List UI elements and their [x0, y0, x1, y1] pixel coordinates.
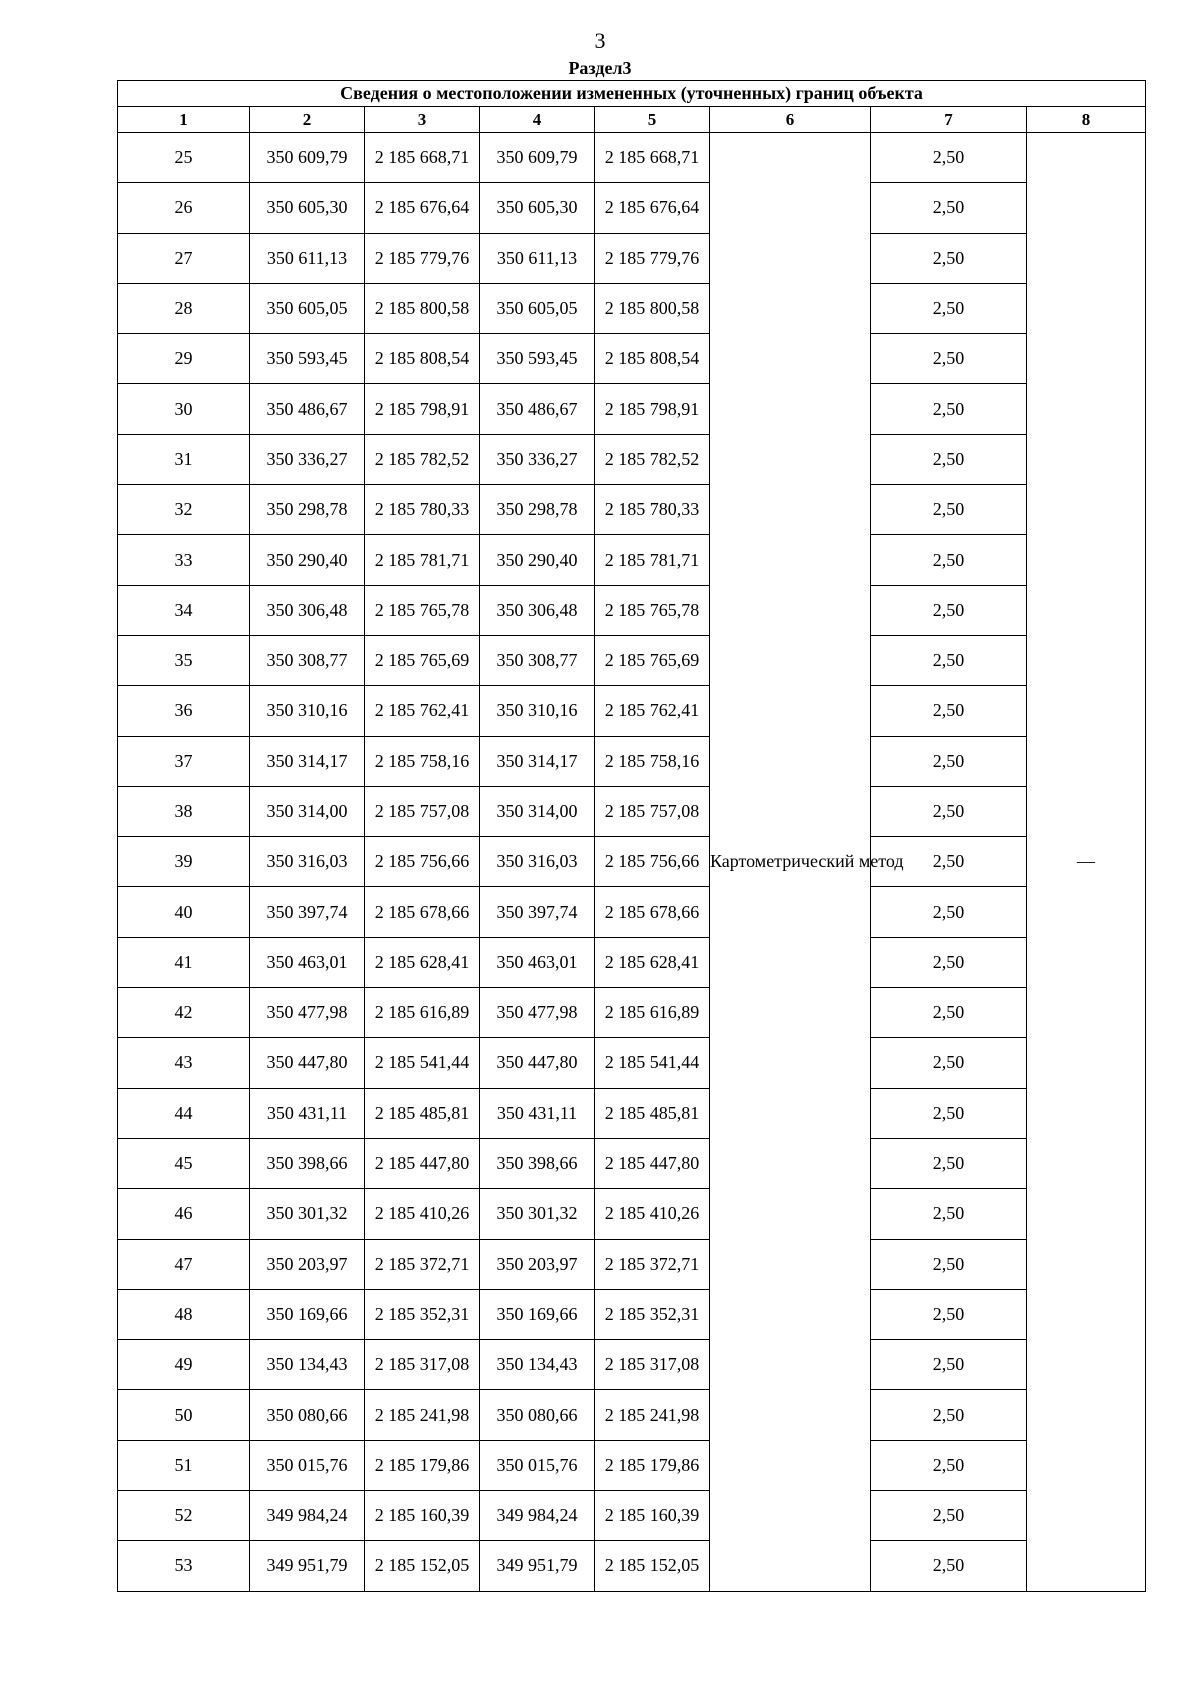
- accuracy-cell: 2,50: [871, 1038, 1027, 1088]
- refined-x-cell: 350 080,66: [480, 1390, 595, 1440]
- refined-y-cell: 2 185 541,44: [595, 1038, 710, 1088]
- existing-x-cell: 350 310,16: [250, 686, 365, 736]
- refined-y-cell: 2 185 676,64: [595, 183, 710, 233]
- existing-x-cell: 350 290,40: [250, 535, 365, 585]
- existing-y-cell: 2 185 152,05: [365, 1541, 480, 1591]
- column-number: 4: [480, 107, 595, 133]
- existing-y-cell: 2 185 762,41: [365, 686, 480, 736]
- table-row: [118, 233, 1146, 283]
- existing-x-cell: 350 398,66: [250, 1138, 365, 1188]
- existing-x-cell: 350 611,13: [250, 233, 365, 283]
- existing-x-cell: 350 314,00: [250, 786, 365, 836]
- table-row: [118, 635, 1146, 685]
- column-number: 3: [365, 107, 480, 133]
- refined-x-cell: 350 134,43: [480, 1340, 595, 1390]
- refined-y-cell: 2 185 780,33: [595, 485, 710, 535]
- accuracy-cell: 2,50: [871, 334, 1027, 384]
- existing-x-cell: 350 593,45: [250, 334, 365, 384]
- existing-x-cell: 350 203,97: [250, 1239, 365, 1289]
- refined-x-cell: 350 316,03: [480, 837, 595, 887]
- refined-x-cell: 350 301,32: [480, 1189, 595, 1239]
- point-number-cell: 31: [118, 434, 250, 484]
- existing-y-cell: 2 185 372,71: [365, 1239, 480, 1289]
- refined-y-cell: 2 185 668,71: [595, 133, 710, 183]
- existing-x-cell: 350 397,74: [250, 887, 365, 937]
- column-number: 7: [871, 107, 1027, 133]
- existing-x-cell: 350 431,11: [250, 1088, 365, 1138]
- section-title: Раздел3: [568, 58, 632, 78]
- accuracy-cell: 2,50: [871, 1390, 1027, 1440]
- point-number-cell: 38: [118, 786, 250, 836]
- refined-x-cell: 349 951,79: [480, 1541, 595, 1591]
- accuracy-cell: 2,50: [871, 183, 1027, 233]
- refined-y-cell: 2 185 798,91: [595, 384, 710, 434]
- existing-x-cell: 349 951,79: [250, 1541, 365, 1591]
- existing-x-cell: 350 080,66: [250, 1390, 365, 1440]
- refined-y-cell: 2 185 317,08: [595, 1340, 710, 1390]
- table-row: [118, 334, 1146, 384]
- refined-y-cell: 2 185 779,76: [595, 233, 710, 283]
- refined-x-cell: 350 605,05: [480, 283, 595, 333]
- existing-x-cell: 349 984,24: [250, 1491, 365, 1541]
- table-caption: Сведения о местоположении измененных (уточненных) границ объекта: [118, 81, 1146, 107]
- point-number-cell: 45: [118, 1138, 250, 1188]
- point-number-cell: 53: [118, 1541, 250, 1591]
- point-number-cell: 35: [118, 635, 250, 685]
- accuracy-cell: 2,50: [871, 1088, 1027, 1138]
- accuracy-cell: 2,50: [871, 736, 1027, 786]
- refined-y-cell: 2 185 762,41: [595, 686, 710, 736]
- table-row: [118, 1340, 1146, 1390]
- column-number: 1: [118, 107, 250, 133]
- table-row: [118, 736, 1146, 786]
- table-row: [118, 1491, 1146, 1541]
- accuracy-cell: 2,50: [871, 384, 1027, 434]
- refined-x-cell: 350 397,74: [480, 887, 595, 937]
- existing-x-cell: 350 463,01: [250, 937, 365, 987]
- refined-y-cell: 2 185 758,16: [595, 736, 710, 786]
- refined-x-cell: 350 593,45: [480, 334, 595, 384]
- accuracy-cell: 2,50: [871, 635, 1027, 685]
- existing-x-cell: 350 134,43: [250, 1340, 365, 1390]
- column-number: 6: [710, 107, 871, 133]
- existing-x-cell: 350 308,77: [250, 635, 365, 685]
- table-row: [118, 1541, 1146, 1591]
- point-number-cell: 30: [118, 384, 250, 434]
- existing-y-cell: 2 185 757,08: [365, 786, 480, 836]
- existing-x-cell: 350 605,05: [250, 283, 365, 333]
- point-number-cell: 36: [118, 686, 250, 736]
- refined-y-cell: 2 185 485,81: [595, 1088, 710, 1138]
- point-number-cell: 43: [118, 1038, 250, 1088]
- point-number-cell: 52: [118, 1491, 250, 1541]
- table-row: [118, 133, 1146, 183]
- existing-x-cell: 350 015,76: [250, 1440, 365, 1490]
- point-number-cell: 27: [118, 233, 250, 283]
- table-row: [118, 535, 1146, 585]
- point-number-cell: 49: [118, 1340, 250, 1390]
- existing-y-cell: 2 185 485,81: [365, 1088, 480, 1138]
- column-number: 5: [595, 107, 710, 133]
- accuracy-cell: 2,50: [871, 786, 1027, 836]
- point-number-cell: 37: [118, 736, 250, 786]
- refined-y-cell: 2 185 756,66: [595, 837, 710, 887]
- refined-x-cell: 350 310,16: [480, 686, 595, 736]
- existing-x-cell: 350 316,03: [250, 837, 365, 887]
- existing-x-cell: 350 306,48: [250, 585, 365, 635]
- point-number-cell: 34: [118, 585, 250, 635]
- refined-x-cell: 350 169,66: [480, 1289, 595, 1339]
- existing-x-cell: 350 298,78: [250, 485, 365, 535]
- refined-y-cell: 2 185 616,89: [595, 988, 710, 1038]
- existing-y-cell: 2 185 756,66: [365, 837, 480, 887]
- existing-y-cell: 2 185 317,08: [365, 1340, 480, 1390]
- point-number-cell: 33: [118, 535, 250, 585]
- refined-x-cell: 350 447,80: [480, 1038, 595, 1088]
- point-number-cell: 26: [118, 183, 250, 233]
- refined-x-cell: 350 308,77: [480, 635, 595, 685]
- table-row: [118, 1138, 1146, 1188]
- accuracy-cell: 2,50: [871, 434, 1027, 484]
- accuracy-cell: 2,50: [871, 585, 1027, 635]
- table-row: [118, 1440, 1146, 1490]
- column-number: 8: [1027, 107, 1146, 133]
- point-number-cell: 44: [118, 1088, 250, 1138]
- accuracy-cell: 2,50: [871, 837, 1027, 887]
- existing-y-cell: 2 185 241,98: [365, 1390, 480, 1440]
- refined-x-cell: 350 605,30: [480, 183, 595, 233]
- refined-x-cell: 350 203,97: [480, 1239, 595, 1289]
- accuracy-cell: 2,50: [871, 1138, 1027, 1188]
- page-number: 3: [594, 28, 606, 53]
- refined-x-cell: 350 336,27: [480, 434, 595, 484]
- table-row: [118, 183, 1146, 233]
- refined-x-cell: 350 298,78: [480, 485, 595, 535]
- table-row: [118, 1189, 1146, 1239]
- refined-x-cell: 350 611,13: [480, 233, 595, 283]
- existing-y-cell: 2 185 410,26: [365, 1189, 480, 1239]
- existing-y-cell: 2 185 179,86: [365, 1440, 480, 1490]
- table-row: [118, 1038, 1146, 1088]
- existing-y-cell: 2 185 352,31: [365, 1289, 480, 1339]
- refined-x-cell: 350 609,79: [480, 133, 595, 183]
- accuracy-cell: 2,50: [871, 1239, 1027, 1289]
- coordinates-table: [117, 80, 1146, 1592]
- accuracy-cell: 2,50: [871, 485, 1027, 535]
- accuracy-cell: 2,50: [871, 1541, 1027, 1591]
- point-number-cell: 29: [118, 334, 250, 384]
- refined-y-cell: 2 185 765,78: [595, 585, 710, 635]
- accuracy-cell: 2,50: [871, 1491, 1027, 1541]
- table-row: [118, 686, 1146, 736]
- table-row: [118, 485, 1146, 535]
- table-row: [118, 283, 1146, 333]
- existing-y-cell: 2 185 765,78: [365, 585, 480, 635]
- table-row: [118, 887, 1146, 937]
- refined-y-cell: 2 185 152,05: [595, 1541, 710, 1591]
- table-row: [118, 786, 1146, 836]
- point-number-cell: 32: [118, 485, 250, 535]
- accuracy-cell: 2,50: [871, 1189, 1027, 1239]
- refined-y-cell: 2 185 808,54: [595, 334, 710, 384]
- table-row: [118, 434, 1146, 484]
- existing-y-cell: 2 185 758,16: [365, 736, 480, 786]
- refined-x-cell: 350 431,11: [480, 1088, 595, 1138]
- refined-x-cell: 350 477,98: [480, 988, 595, 1038]
- point-number-cell: 40: [118, 887, 250, 937]
- refined-x-cell: 350 314,00: [480, 786, 595, 836]
- refined-y-cell: 2 185 410,26: [595, 1189, 710, 1239]
- accuracy-cell: 2,50: [871, 1440, 1027, 1490]
- refined-x-cell: 350 314,17: [480, 736, 595, 786]
- existing-y-cell: 2 185 765,69: [365, 635, 480, 685]
- existing-y-cell: 2 185 628,41: [365, 937, 480, 987]
- refined-y-cell: 2 185 782,52: [595, 434, 710, 484]
- table-row: [118, 937, 1146, 987]
- point-number-cell: 42: [118, 988, 250, 1038]
- point-number-cell: 50: [118, 1390, 250, 1440]
- description-cell: —: [1027, 133, 1146, 1592]
- point-number-cell: 47: [118, 1239, 250, 1289]
- refined-x-cell: 349 984,24: [480, 1491, 595, 1541]
- point-number-cell: 41: [118, 937, 250, 987]
- table-row: [118, 1390, 1146, 1440]
- existing-y-cell: 2 185 781,71: [365, 535, 480, 585]
- accuracy-cell: 2,50: [871, 1340, 1027, 1390]
- table-body: [118, 133, 1146, 1592]
- existing-x-cell: 350 314,17: [250, 736, 365, 786]
- existing-y-cell: 2 185 160,39: [365, 1491, 480, 1541]
- existing-x-cell: 350 447,80: [250, 1038, 365, 1088]
- refined-y-cell: 2 185 447,80: [595, 1138, 710, 1188]
- accuracy-cell: 2,50: [871, 283, 1027, 333]
- existing-x-cell: 350 486,67: [250, 384, 365, 434]
- table-row: [118, 384, 1146, 434]
- existing-y-cell: 2 185 616,89: [365, 988, 480, 1038]
- existing-x-cell: 350 605,30: [250, 183, 365, 233]
- existing-y-cell: 2 185 668,71: [365, 133, 480, 183]
- point-number-cell: 51: [118, 1440, 250, 1490]
- refined-y-cell: 2 185 757,08: [595, 786, 710, 836]
- existing-x-cell: 350 336,27: [250, 434, 365, 484]
- table-row: [118, 837, 1146, 887]
- point-number-cell: 46: [118, 1189, 250, 1239]
- refined-y-cell: 2 185 179,86: [595, 1440, 710, 1490]
- refined-y-cell: 2 185 800,58: [595, 283, 710, 333]
- column-number: 2: [250, 107, 365, 133]
- existing-y-cell: 2 185 447,80: [365, 1138, 480, 1188]
- refined-y-cell: 2 185 241,98: [595, 1390, 710, 1440]
- existing-y-cell: 2 185 541,44: [365, 1038, 480, 1088]
- refined-y-cell: 2 185 628,41: [595, 937, 710, 987]
- refined-y-cell: 2 185 765,69: [595, 635, 710, 685]
- existing-y-cell: 2 185 779,76: [365, 233, 480, 283]
- refined-x-cell: 350 306,48: [480, 585, 595, 635]
- existing-x-cell: 350 609,79: [250, 133, 365, 183]
- existing-x-cell: 350 301,32: [250, 1189, 365, 1239]
- accuracy-cell: 2,50: [871, 937, 1027, 987]
- refined-x-cell: 350 290,40: [480, 535, 595, 585]
- point-number-cell: 25: [118, 133, 250, 183]
- refined-x-cell: 350 486,67: [480, 384, 595, 434]
- existing-y-cell: 2 185 808,54: [365, 334, 480, 384]
- existing-x-cell: 350 169,66: [250, 1289, 365, 1339]
- point-number-cell: 48: [118, 1289, 250, 1339]
- accuracy-cell: 2,50: [871, 988, 1027, 1038]
- table-row: [118, 988, 1146, 1038]
- refined-y-cell: 2 185 781,71: [595, 535, 710, 585]
- accuracy-cell: 2,50: [871, 887, 1027, 937]
- table-row: [118, 1088, 1146, 1138]
- point-number-cell: 39: [118, 837, 250, 887]
- point-number-cell: 28: [118, 283, 250, 333]
- refined-x-cell: 350 463,01: [480, 937, 595, 987]
- existing-y-cell: 2 185 678,66: [365, 887, 480, 937]
- existing-y-cell: 2 185 782,52: [365, 434, 480, 484]
- existing-x-cell: 350 477,98: [250, 988, 365, 1038]
- table-row: [118, 585, 1146, 635]
- accuracy-cell: 2,50: [871, 686, 1027, 736]
- accuracy-cell: 2,50: [871, 233, 1027, 283]
- refined-x-cell: 350 398,66: [480, 1138, 595, 1188]
- accuracy-cell: 2,50: [871, 1289, 1027, 1339]
- accuracy-cell: 2,50: [871, 535, 1027, 585]
- table-row: [118, 1239, 1146, 1289]
- existing-y-cell: 2 185 798,91: [365, 384, 480, 434]
- method-cell: Картометрический метод: [710, 133, 871, 1592]
- table-row: [118, 1289, 1146, 1339]
- refined-y-cell: 2 185 352,31: [595, 1289, 710, 1339]
- existing-y-cell: 2 185 676,64: [365, 183, 480, 233]
- existing-y-cell: 2 185 800,58: [365, 283, 480, 333]
- refined-y-cell: 2 185 160,39: [595, 1491, 710, 1541]
- existing-y-cell: 2 185 780,33: [365, 485, 480, 535]
- refined-y-cell: 2 185 678,66: [595, 887, 710, 937]
- accuracy-cell: 2,50: [871, 133, 1027, 183]
- refined-y-cell: 2 185 372,71: [595, 1239, 710, 1289]
- refined-x-cell: 350 015,76: [480, 1440, 595, 1490]
